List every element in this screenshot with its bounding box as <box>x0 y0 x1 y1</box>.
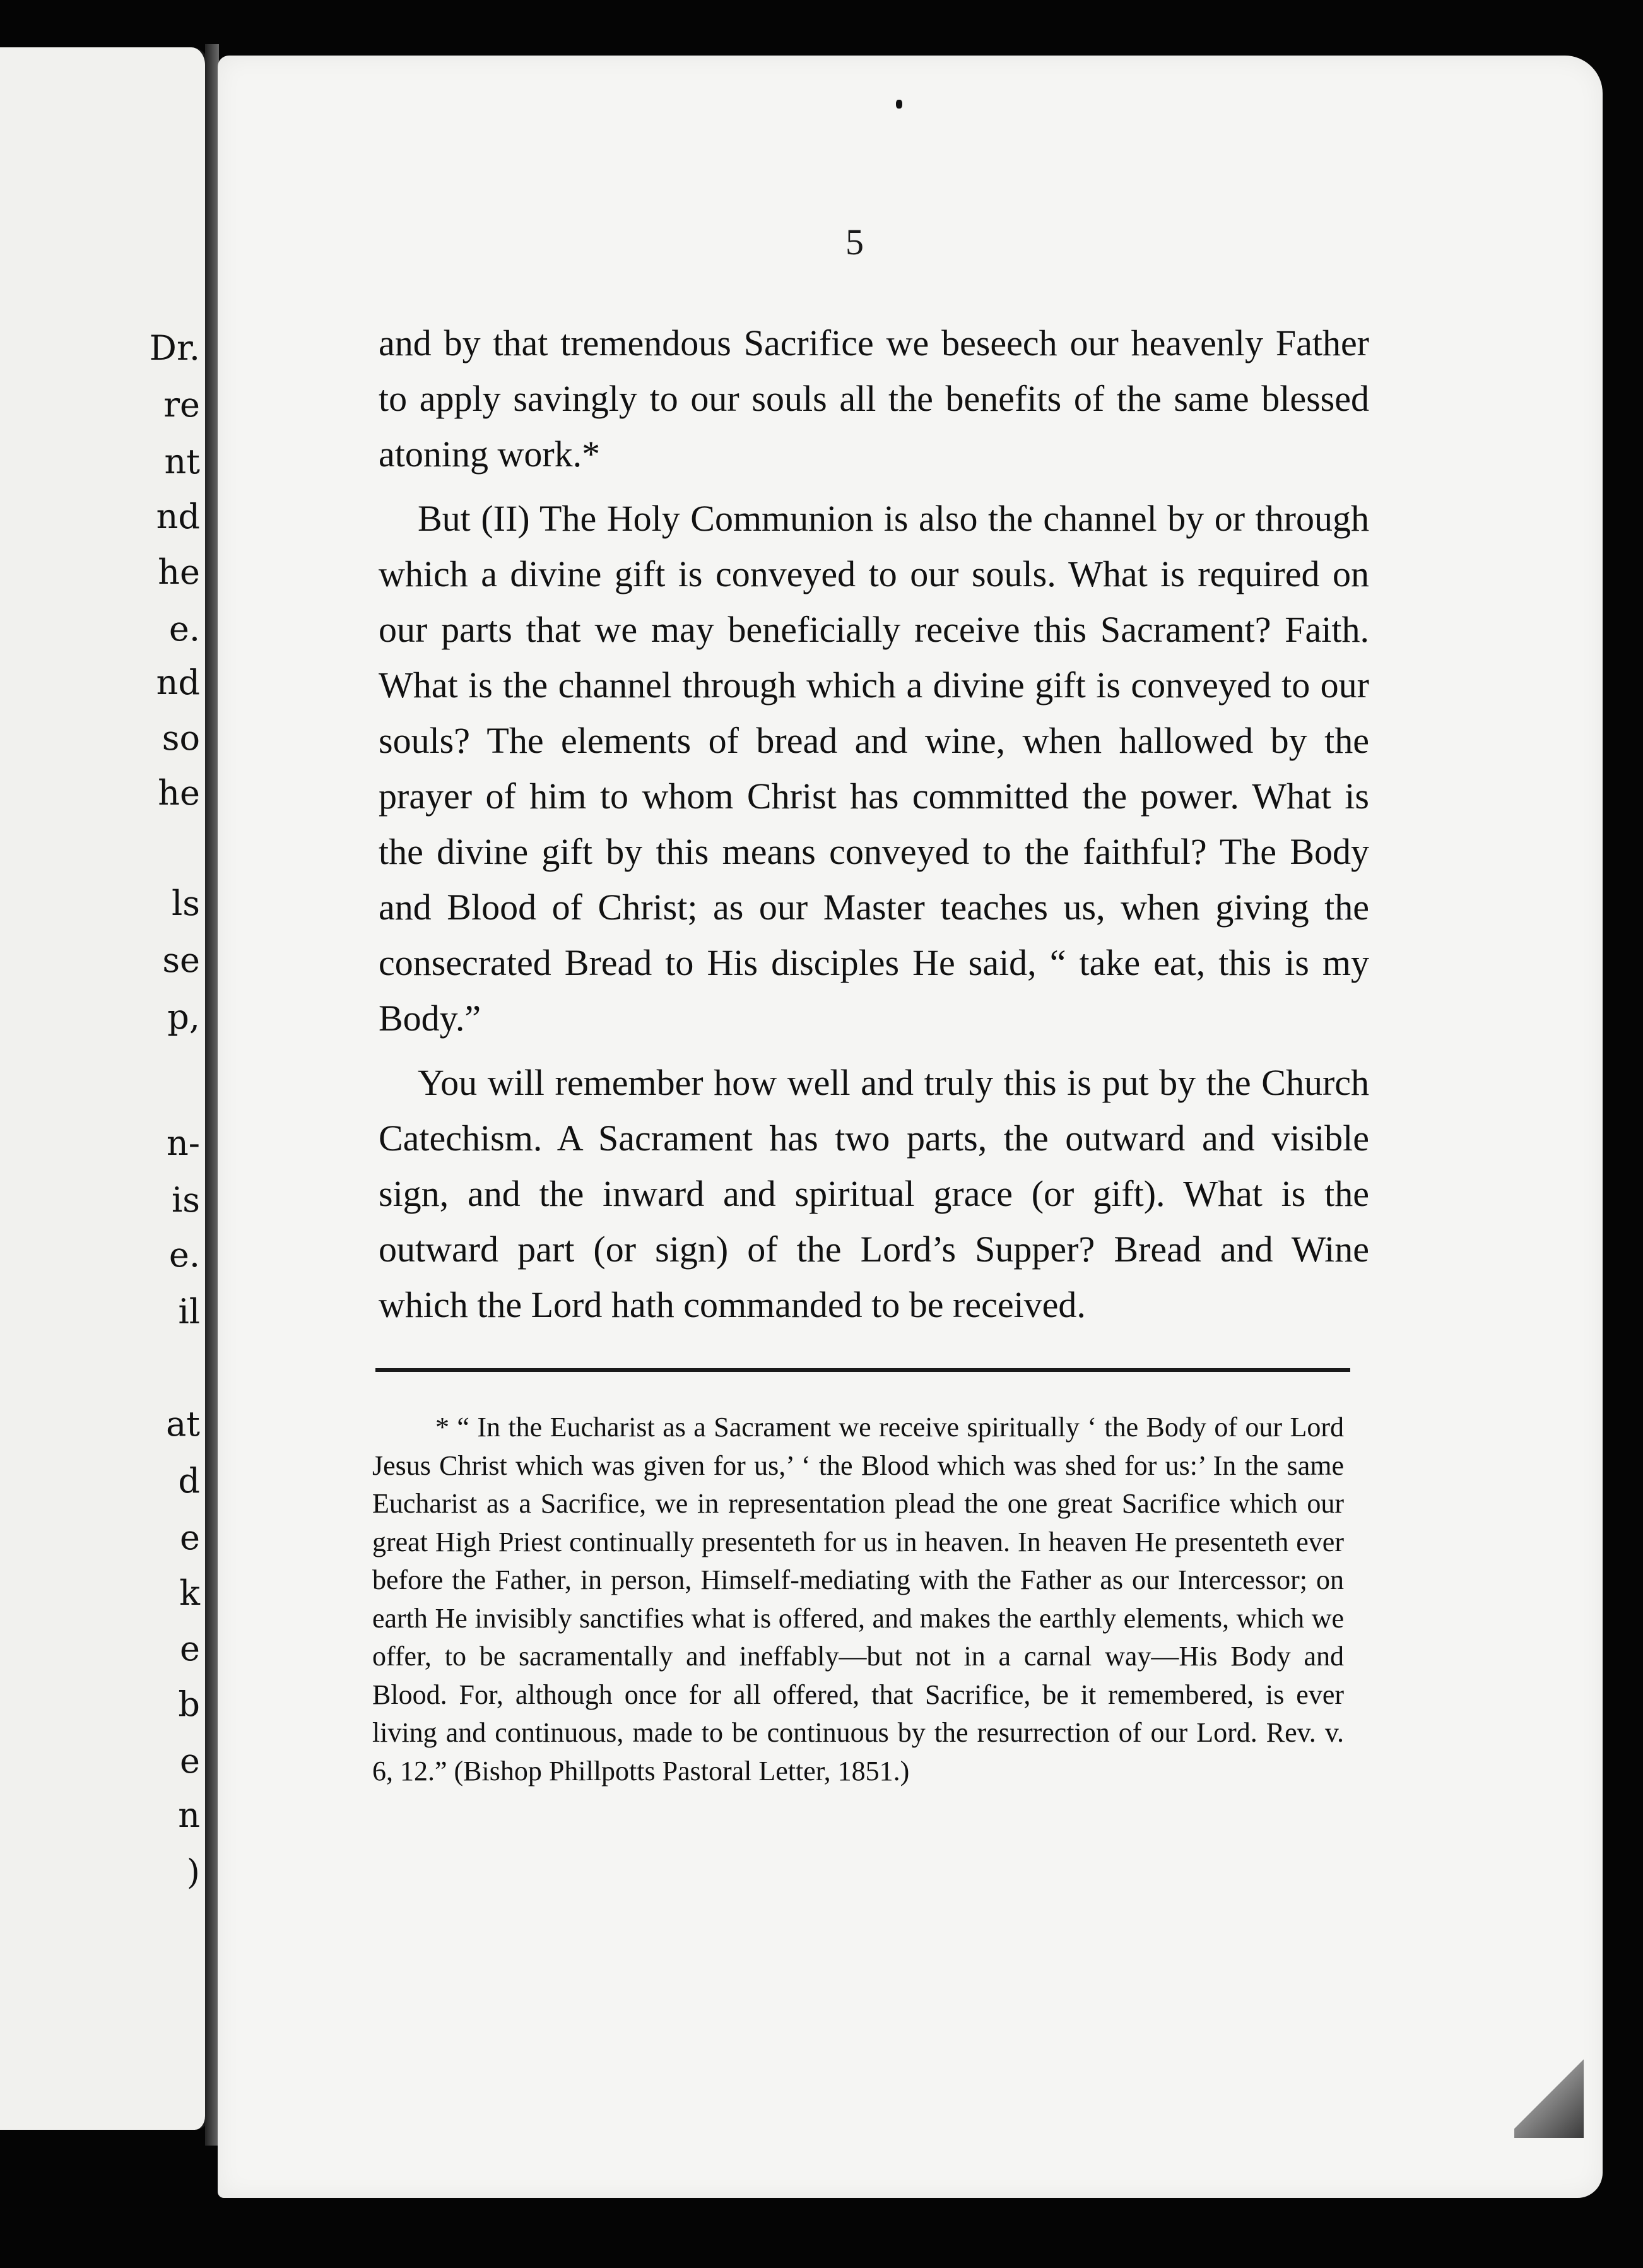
paragraph: and by that tremendous Sacrifice we beseech our heavenly Father to apply savingly to our souls all the benefits of the same blessed atoning work.* <box>379 322 1369 475</box>
paragraph: You will remember how well and truly this is put by the Church Catechism. A Sacrament has two parts, the outward and visible sign, and the inward and spiritual grace (or gift). What is the outward part (or sign) of the Lord’s Supper? Bread and Wine which the Lord hath commanded to be received. <box>379 1062 1369 1325</box>
left-fragment: e <box>180 1518 200 1557</box>
left-fragment: at <box>166 1404 200 1444</box>
left-fragment: e. <box>168 609 200 649</box>
ink-speck <box>896 100 902 109</box>
left-fragment: d <box>178 1461 200 1501</box>
left-fragment: ls <box>172 883 200 923</box>
main-text <box>379 316 1369 1342</box>
left-fragment: se <box>162 940 200 980</box>
left-fragment: n <box>178 1795 200 1835</box>
left-fragment: Dr. <box>149 328 200 368</box>
left-fragment: he <box>158 552 200 592</box>
left-fragment: il <box>178 1292 200 1332</box>
footnote-rule <box>375 1368 1350 1372</box>
left-fragment: k <box>179 1573 200 1613</box>
left-fragment: re <box>163 385 200 425</box>
page-corner-fold <box>1514 2050 1584 2138</box>
book-gutter <box>205 44 219 2146</box>
left-fragment: p, <box>167 997 200 1037</box>
footnote-text: * “ In the Eucharist as a Sacrament we receive spiritually ‘ the Body of our Lord Jesus Christ which was given for us,’ ‘ the Blood which was shed for us:’ In the same Eucharist as a Sacrifice, we in representation plead the one great Sacrifice which our great High Priest continually presenteth for us in heaven. In heaven He presenteth ever before the Father, in person, Himself-mediating with the Father as our Intercessor; on earth He invisibly sanctifies what is offered, and makes the earthly elements, which we offer, to be sacramentally and ineffably—but not in a carnal way—His Body and Blood. For, although once for all offered, that Sacrifice, be it remembered, is ever living and continuous, made to be continuous by the resurrection of our Lord. Rev. v. 6, 12.” (Bishop Phillpotts Pastoral Letter, 1851.) <box>372 1412 1344 1787</box>
left-fragment: n- <box>166 1123 200 1163</box>
left-fragment: e <box>180 1629 200 1669</box>
left-fragment: is <box>172 1180 200 1220</box>
left-page-text-fragments <box>0 47 205 2130</box>
page-number: 5 <box>845 221 864 263</box>
left-fragment: nt <box>164 442 200 481</box>
left-fragment: so <box>162 718 200 758</box>
left-fragment: b <box>178 1684 200 1724</box>
left-fragment: nd <box>156 663 200 702</box>
left-fragment: e <box>180 1741 200 1781</box>
left-fragment: nd <box>156 497 200 536</box>
left-fragment: e. <box>168 1235 200 1275</box>
left-fragment: ) <box>186 1852 200 1892</box>
footnote <box>372 1409 1344 1790</box>
left-page-edge <box>0 47 209 2130</box>
paragraph: But (II) The Holy Communion is also the channel by or through which a divine gift is conveyed to our souls. What is required on our parts that we may beneficially receive this Sacrament? Faith. What is the channel through which a divine gift is conveyed to our souls? The elements of bread and wine, when hallowed by the prayer of him to whom Christ has committed the power. What is the divine gift by this means conveyed to the faithful? The Body and Blood of Christ; as our Master teaches us, when giving the consecrated Bread to His disciples He said, “ take eat, this is my Body.” <box>379 498 1369 1039</box>
left-fragment: he <box>158 773 200 813</box>
